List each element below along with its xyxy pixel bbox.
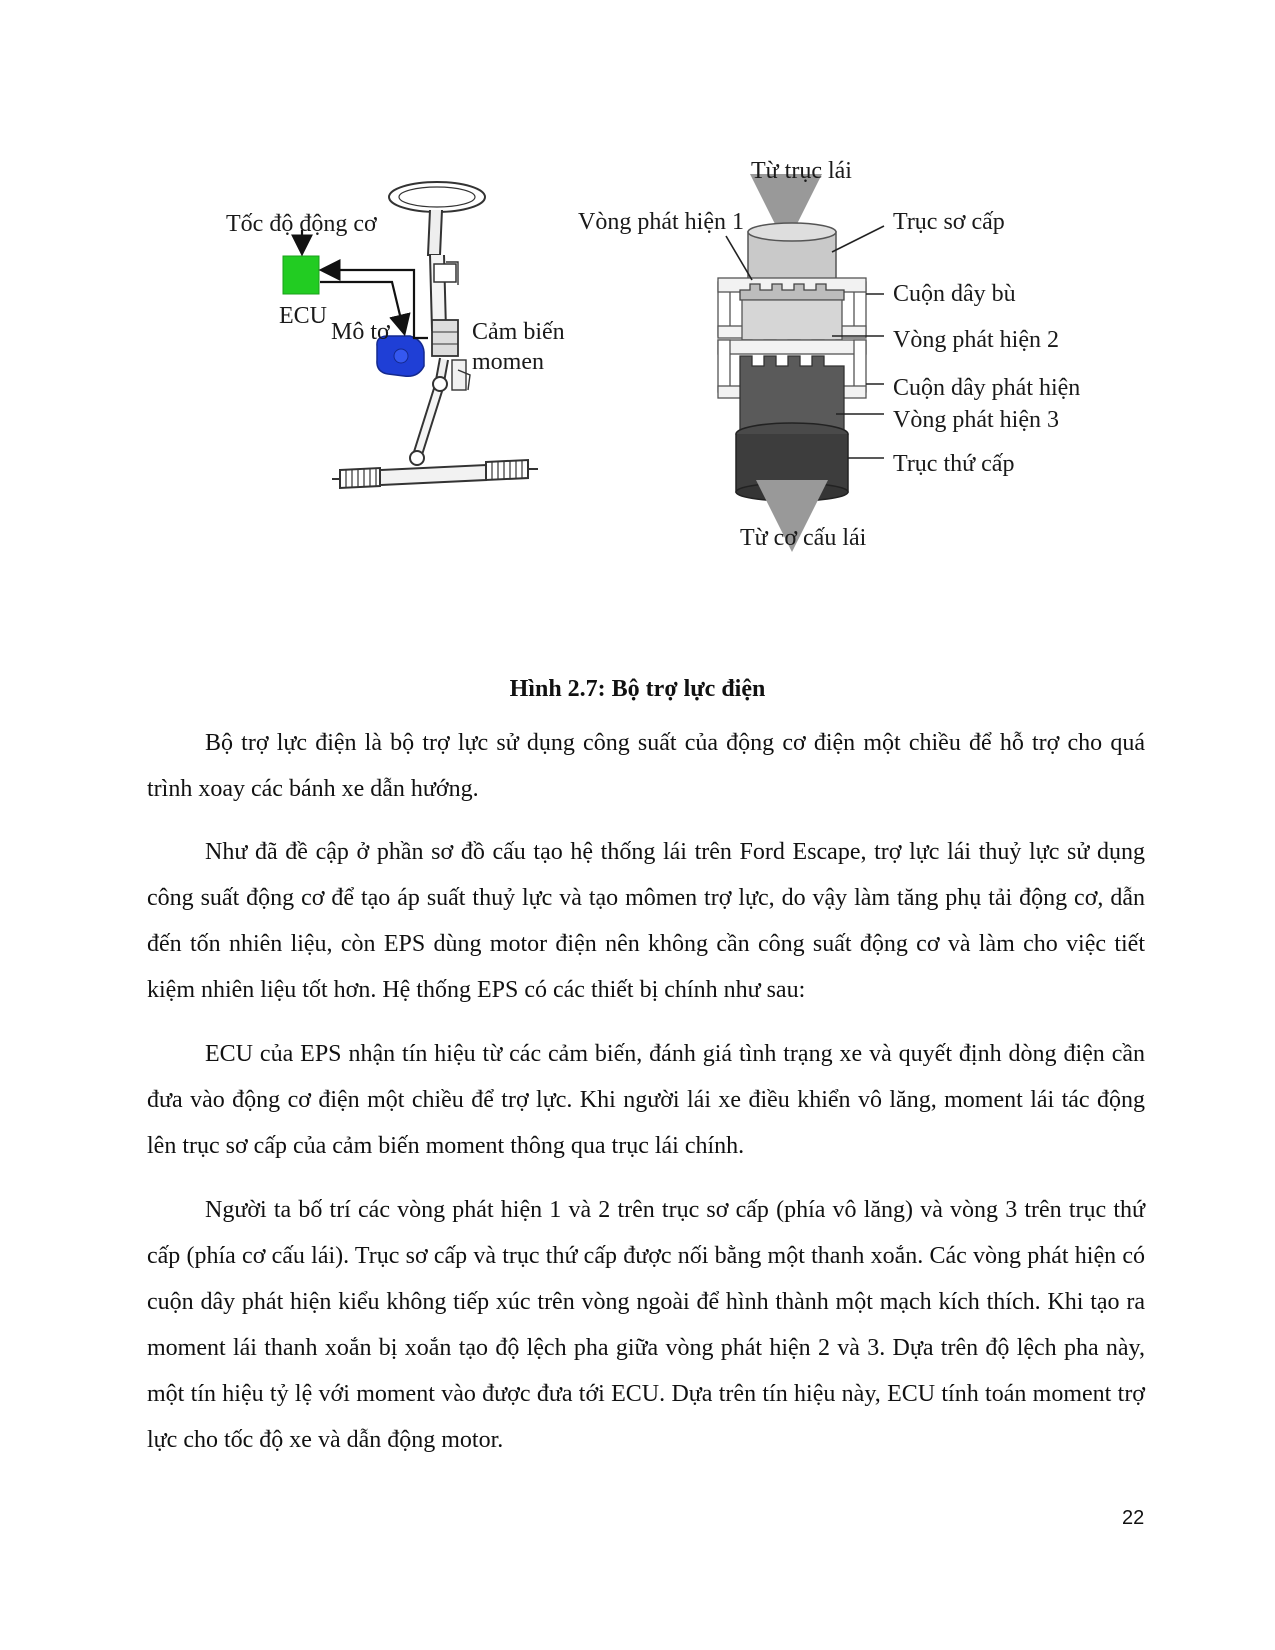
figure-drawing <box>0 0 1275 640</box>
label-detect-ring-1: Vòng phát hiện 1 <box>578 209 744 235</box>
label-compensation-coil: Cuộn dây bù <box>893 281 1016 307</box>
label-detect-ring-2: Vòng phát hiện 2 <box>893 327 1059 353</box>
figure-caption: Hình 2.7: Bộ trợ lực điện <box>509 676 766 702</box>
ecu-box <box>283 256 319 294</box>
torque-sensor-housing <box>432 320 458 356</box>
label-ecu: ECU <box>279 303 327 329</box>
page-number: 22 <box>1122 1507 1145 1529</box>
paragraph-2: Như đã đề cập ở phần sơ đồ cấu tạo hệ thống lái trên Ford Escape, trợ lực lái thuỷ lực sử dụng công suất động cơ để tạo áp suất thuỷ lực và tạo mômen trợ lực, do vậy làm tăng phụ tải động cơ, dẫn đến tốn nhiên liệu, còn EPS dùng motor điện nên không cần công suất động cơ và làm cho việc tiết kiệm nhiên liệu tốt hơn. Hệ thống EPS có các thiết bị chính như sau: <box>147 839 1145 1003</box>
label-engine-speed: Tốc độ động cơ <box>226 211 377 237</box>
paragraph-4: Người ta bố trí các vòng phát hiện 1 và 2 trên trục sơ cấp (phía vô lăng) và vòng 3 trên trục thứ cấp (phía cơ cấu lái). Trục sơ cấp và trục thứ cấp được nối bằng một thanh xoắn. Các vòng phát hiện có cuộn dây phát hiện kiểu không tiếp xúc trên vòng ngoài để hình thành một mạch kích thích. Khi tạo ra moment lái thanh xoắn bị xoắn tạo độ lệch pha giữa vòng phát hiện 2 và 3. Dựa trên độ lệch pha này, một tín hiệu tỷ lệ với moment vào được đưa tới ECU. Dựa trên tín hiệu này, ECU tính toán moment trợ lực cho tốc độ xe và dẫn động motor. <box>147 1197 1145 1453</box>
label-secondary-shaft: Trục thứ cấp <box>893 451 1015 477</box>
label-motor: Mô tơ <box>331 319 390 345</box>
label-from-steering-shaft: Từ trục lái <box>751 158 852 184</box>
torque-sensor-diagram <box>718 193 866 516</box>
label-from-steering-gear: Từ cơ cấu lái <box>740 525 867 551</box>
label-primary-shaft: Trục sơ cấp <box>893 209 1005 235</box>
label-detection-coil: Cuộn dây phát hiện <box>893 375 1081 401</box>
label-torque-sensor-2: momen <box>472 349 544 375</box>
paragraph-3: ECU của EPS nhận tín hiệu từ các cảm biến, đánh giá tình trạng xe và quyết định dòng điện cần đưa vào động cơ điện một chiều để trợ lực. Khi người lái xe điều khiển vô lăng, moment lái tác động lên trục sơ cấp của cảm biến moment thông qua trục lái chính. <box>147 1041 1145 1159</box>
figure-eps <box>0 0 1275 640</box>
paragraph-1: Bộ trợ lực điện là bộ trợ lực sử dụng công suất của động cơ điện một chiều để hỗ trợ cho quá trình xoay các bánh xe dẫn hướng. <box>147 730 1145 802</box>
label-torque-sensor-1: Cảm biến <box>472 319 565 345</box>
label-detect-ring-3: Vòng phát hiện 3 <box>893 407 1059 433</box>
